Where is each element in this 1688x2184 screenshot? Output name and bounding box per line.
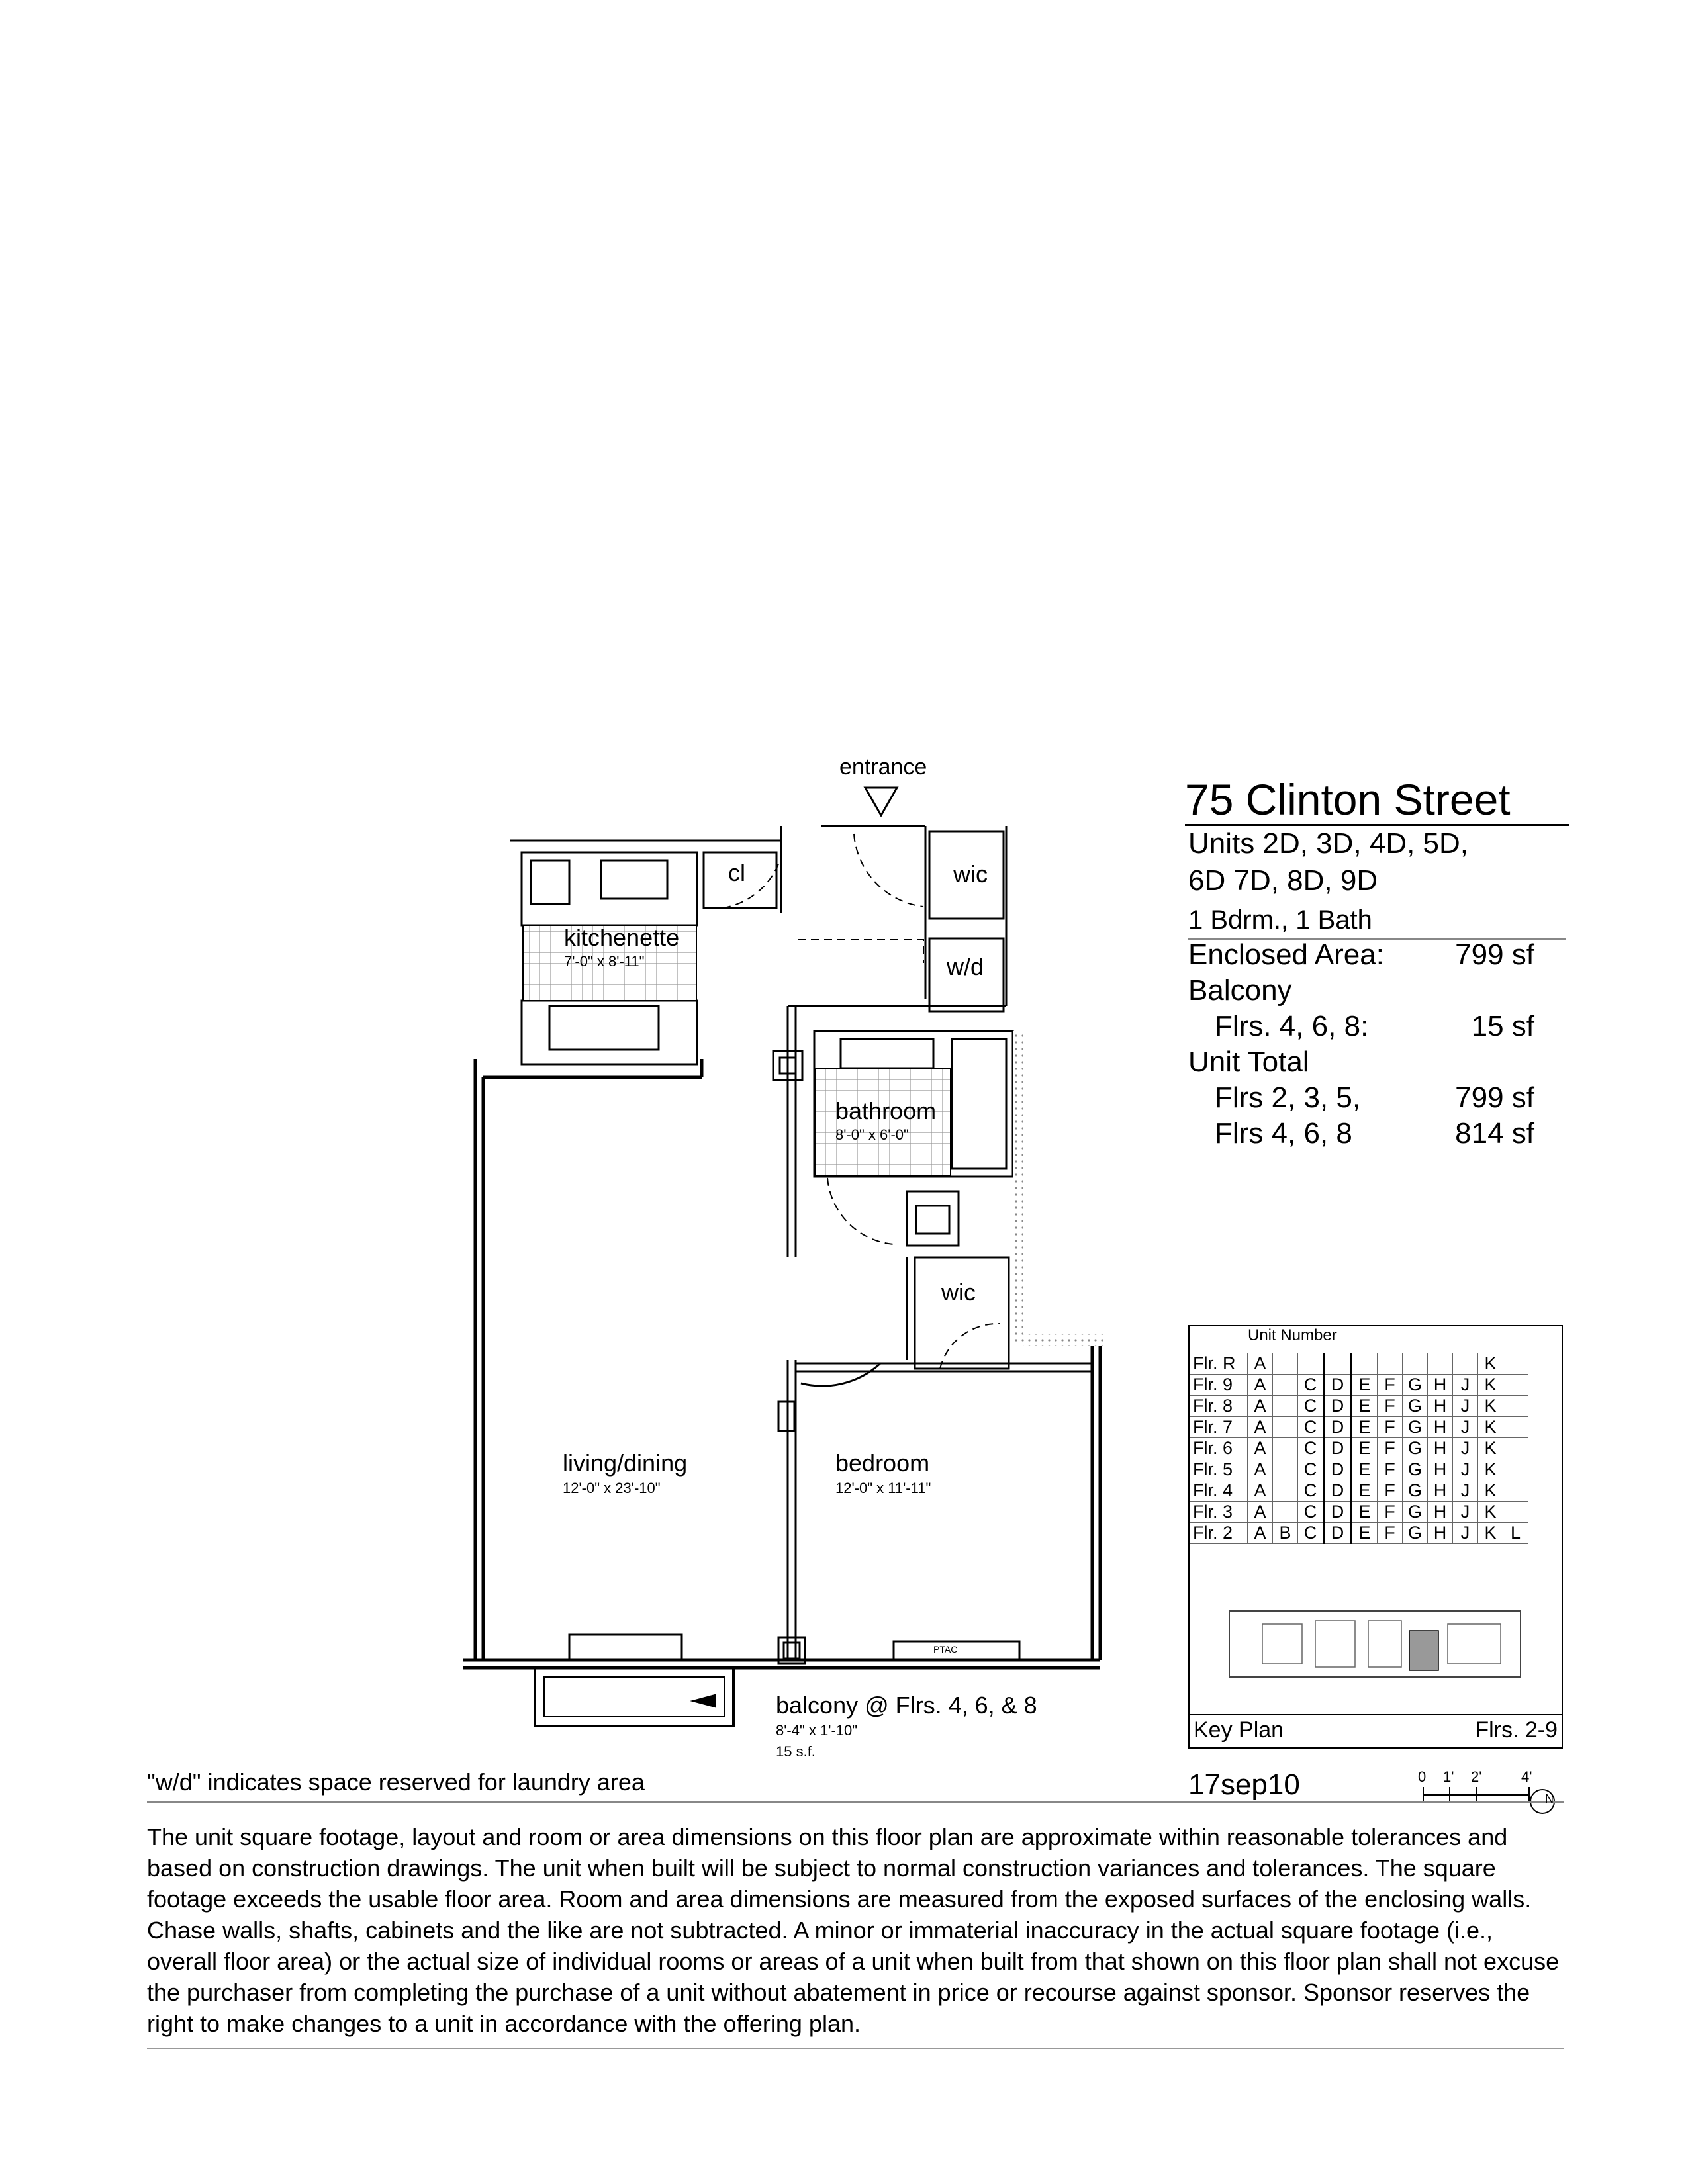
- key-plan-unit-cell: F: [1378, 1438, 1403, 1459]
- bedroom-dim: 12'-0" x 11'-11": [835, 1480, 931, 1496]
- shaft-hatch: [1013, 1031, 1104, 1346]
- key-plan-floor-label: Flr. 5: [1190, 1459, 1248, 1480]
- total-a-floors: Flrs 2, 3, 5,: [1215, 1081, 1361, 1114]
- balcony-sf: 15 s.f.: [776, 1743, 816, 1760]
- key-plan-name: Key Plan: [1194, 1717, 1284, 1743]
- ptac-label: PTAC: [933, 1644, 958, 1655]
- key-plan-unit-cell: K: [1478, 1375, 1503, 1396]
- key-plan-unit-cell: F: [1378, 1502, 1403, 1523]
- scale-bar: [1423, 1787, 1554, 1813]
- key-plan-unit-cell: A: [1248, 1523, 1273, 1544]
- key-plan-unit-highlight: D: [1324, 1375, 1351, 1396]
- key-plan-unit-cell: E: [1351, 1396, 1378, 1417]
- key-plan-unit-cell: G: [1403, 1396, 1428, 1417]
- key-plan: [1188, 1325, 1563, 1749]
- key-plan-unit-cell: [1273, 1396, 1298, 1417]
- key-plan-unit-cell: E: [1351, 1417, 1378, 1438]
- key-plan-unit-cell: H: [1428, 1375, 1453, 1396]
- key-plan-unit-cell: F: [1378, 1375, 1403, 1396]
- key-plan-unit-cell: J: [1453, 1375, 1478, 1396]
- scale-label-2: 2': [1471, 1768, 1482, 1785]
- key-plan-unit-cell: [1428, 1353, 1453, 1375]
- key-plan-unit-cell: H: [1428, 1438, 1453, 1459]
- key-plan-unit-cell: A: [1248, 1396, 1273, 1417]
- key-plan-unit-cell: J: [1453, 1523, 1478, 1544]
- key-plan-unit-cell: H: [1428, 1502, 1453, 1523]
- key-plan-unit-highlight: D: [1324, 1459, 1351, 1480]
- key-plan-unit-cell: K: [1478, 1480, 1503, 1502]
- title-rule: [1185, 824, 1569, 826]
- scale-label-4: 4': [1521, 1768, 1532, 1785]
- key-plan-unit-cell: [1273, 1438, 1298, 1459]
- key-plan-unit-cell: K: [1478, 1353, 1503, 1375]
- key-plan-row: [1190, 1502, 1528, 1523]
- key-plan-floor-label: Flr. R: [1190, 1353, 1248, 1375]
- key-plan-unit-cell: F: [1378, 1480, 1403, 1502]
- balcony-area-label: Balcony: [1188, 974, 1292, 1007]
- key-plan-row: [1190, 1523, 1528, 1544]
- balcony: [535, 1668, 733, 1726]
- key-plan-unit-cell: A: [1248, 1375, 1273, 1396]
- key-plan-unit-cell: G: [1403, 1480, 1428, 1502]
- key-plan-row: [1190, 1353, 1528, 1375]
- key-plan-unit-cell: J: [1453, 1502, 1478, 1523]
- lower-wic-label: wic: [941, 1279, 976, 1306]
- total-a-value: 799 sf: [1455, 1081, 1534, 1114]
- entrance-arrow: [865, 788, 897, 815]
- key-plan-unit-cell: C: [1298, 1375, 1325, 1396]
- key-plan-unit-cell: C: [1298, 1438, 1325, 1459]
- key-plan-row: [1190, 1438, 1528, 1459]
- balcony-dim: 8'-4" x 1'-10": [776, 1722, 858, 1739]
- key-plan-floor-label: Flr. 9: [1190, 1375, 1248, 1396]
- north-arrow-icon: N: [1545, 1792, 1554, 1805]
- bedroom-label: bedroom: [835, 1449, 930, 1477]
- key-plan-unit-cell: C: [1298, 1502, 1325, 1523]
- key-plan-unit-cell: [1351, 1353, 1378, 1375]
- key-plan-floor-label: Flr. 4: [1190, 1480, 1248, 1502]
- key-plan-unit-cell: G: [1403, 1502, 1428, 1523]
- unit-number-grid: [1190, 1353, 1528, 1544]
- enclosed-area-label: Enclosed Area:: [1188, 938, 1384, 971]
- key-plan-unit-cell: E: [1351, 1375, 1378, 1396]
- building-title: 75 Clinton Street: [1185, 775, 1511, 824]
- key-plan-unit-cell: H: [1428, 1417, 1453, 1438]
- key-plan-unit-cell: [1503, 1438, 1528, 1459]
- key-plan-unit-cell: [1503, 1353, 1528, 1375]
- key-plan-unit-cell: E: [1351, 1480, 1378, 1502]
- key-plan-row: [1190, 1396, 1528, 1417]
- key-plan-floor-label: Flr. 2: [1190, 1523, 1248, 1544]
- washer-dryer-label: w/d: [947, 953, 984, 980]
- scale-label-1: 1': [1443, 1768, 1454, 1785]
- key-plan-unit-cell: A: [1248, 1353, 1273, 1375]
- key-plan-unit-cell: L: [1503, 1523, 1528, 1544]
- living-dining-dim: 12'-0" x 23'-10": [563, 1480, 661, 1496]
- key-plan-unit-cell: K: [1478, 1438, 1503, 1459]
- key-plan-unit-cell: K: [1478, 1459, 1503, 1480]
- key-plan-unit-cell: K: [1478, 1396, 1503, 1417]
- key-plan-rule: [1190, 1714, 1562, 1715]
- key-plan-unit-cell: [1503, 1375, 1528, 1396]
- key-plan-unit-cell: [1273, 1417, 1298, 1438]
- living-dining-label: living/dining: [563, 1449, 688, 1477]
- key-plan-unit-cell: [1503, 1502, 1528, 1523]
- key-plan-unit-cell: C: [1298, 1396, 1325, 1417]
- entrance-label: entrance: [839, 754, 927, 780]
- key-plan-unit-cell: [1503, 1480, 1528, 1502]
- key-plan-unit-highlight: D: [1324, 1523, 1351, 1544]
- key-plan-unit-cell: H: [1428, 1480, 1453, 1502]
- total-b-floors: Flrs 4, 6, 8: [1215, 1117, 1352, 1150]
- total-b-value: 814 sf: [1455, 1117, 1534, 1150]
- key-plan-unit-cell: A: [1248, 1459, 1273, 1480]
- kitchenette-label: kitchenette: [564, 924, 680, 951]
- key-plan-unit-cell: A: [1248, 1438, 1273, 1459]
- key-plan-unit-cell: B: [1273, 1523, 1298, 1544]
- unit-type: 1 Bdrm., 1 Bath: [1188, 905, 1372, 934]
- key-plan-floor-label: Flr. 7: [1190, 1417, 1248, 1438]
- key-plan-floor-label: Flr. 6: [1190, 1438, 1248, 1459]
- key-plan-unit-cell: [1378, 1353, 1403, 1375]
- key-plan-unit-cell: G: [1403, 1523, 1428, 1544]
- key-plan-unit-cell: [1273, 1459, 1298, 1480]
- key-plan-unit-cell: G: [1403, 1375, 1428, 1396]
- key-plan-unit-cell: A: [1248, 1417, 1273, 1438]
- plan-date: 17sep10: [1188, 1768, 1300, 1801]
- scale-label-0: 0: [1418, 1768, 1427, 1785]
- key-plan-unit-cell: [1403, 1353, 1428, 1375]
- key-plan-unit-cell: [1273, 1375, 1298, 1396]
- key-plan-floor-label: Flr. 3: [1190, 1502, 1248, 1523]
- bathroom-dim: 8'-0" x 6'-0": [835, 1126, 909, 1143]
- key-plan-unit-highlight: D: [1324, 1438, 1351, 1459]
- bathroom-label: bathroom: [835, 1097, 937, 1124]
- unit-total-label: Unit Total: [1188, 1046, 1309, 1078]
- key-plan-unit-cell: A: [1248, 1502, 1273, 1523]
- key-plan-unit-cell: F: [1378, 1417, 1403, 1438]
- key-plan-unit-cell: K: [1478, 1502, 1503, 1523]
- key-plan-unit-highlight: D: [1324, 1480, 1351, 1502]
- key-plan-unit-cell: E: [1351, 1502, 1378, 1523]
- key-plan-unit-cell: G: [1403, 1438, 1428, 1459]
- closet-label: cl: [728, 859, 745, 886]
- key-plan-building-outline: [1223, 1604, 1527, 1684]
- key-plan-unit-cell: J: [1453, 1480, 1478, 1502]
- balcony-label: balcony @ Flrs. 4, 6, & 8: [776, 1692, 1037, 1719]
- footer-rule: [147, 1801, 1564, 1803]
- key-plan-unit-cell: [1298, 1353, 1325, 1375]
- key-plan-unit-highlight: D: [1324, 1417, 1351, 1438]
- key-plan-unit-cell: [1273, 1353, 1298, 1375]
- key-plan-unit-cell: [1503, 1396, 1528, 1417]
- key-plan-unit-cell: K: [1478, 1523, 1503, 1544]
- key-plan-row: [1190, 1480, 1528, 1502]
- key-plan-unit-cell: C: [1298, 1523, 1325, 1544]
- key-plan-unit-cell: F: [1378, 1523, 1403, 1544]
- key-plan-unit-cell: E: [1351, 1438, 1378, 1459]
- key-plan-unit-cell: [1503, 1417, 1528, 1438]
- key-plan-row: [1190, 1375, 1528, 1396]
- key-plan-unit-cell: C: [1298, 1480, 1325, 1502]
- walk-in-closet-label: wic: [953, 860, 988, 887]
- balcony-floors: Flrs. 4, 6, 8:: [1215, 1010, 1369, 1042]
- kitchenette-dim: 7'-0" x 8'-11": [564, 953, 645, 970]
- key-plan-unit-cell: [1324, 1353, 1351, 1375]
- key-plan-unit-cell: [1453, 1353, 1478, 1375]
- key-plan-unit-cell: H: [1428, 1459, 1453, 1480]
- balcony-area-value: 15 sf: [1471, 1010, 1534, 1042]
- key-plan-header: Unit Number: [1248, 1326, 1337, 1344]
- key-plan-unit-cell: F: [1378, 1459, 1403, 1480]
- disclaimer: The unit square footage, layout and room or area dimensions on this floor plan are approximate within reasonable tolerances and based on construction drawings. The unit when built will be subject to normal construction variances and tolerances. The square footage exceeds the usable floor area. Room and area dimensions are measured from the exposed surfaces of the enclosing walls. Chase walls, shafts, cabinets and the like are not subtracted. A minor or immaterial inaccuracy in the actual square footage (i.e., overall floor area) or the actual size of individual rooms or areas of a unit when built from that shown on this floor plan shall not excuse the purchaser from completing the purchase of a unit without abatement in price or recourse against sponsor. Sponsor reserves the right to make changes to a unit in accordance with the offering plan.: [147, 1823, 1560, 2037]
- key-plan-unit-cell: J: [1453, 1396, 1478, 1417]
- key-plan-unit-cell: K: [1478, 1417, 1503, 1438]
- key-plan-unit-cell: E: [1351, 1459, 1378, 1480]
- key-plan-unit-cell: C: [1298, 1459, 1325, 1480]
- key-plan-unit-cell: G: [1403, 1459, 1428, 1480]
- key-plan-unit-cell: G: [1403, 1417, 1428, 1438]
- key-plan-unit-cell: J: [1453, 1438, 1478, 1459]
- key-plan-unit-cell: F: [1378, 1396, 1403, 1417]
- bottom-rule: [147, 2048, 1564, 2049]
- key-plan-row: [1190, 1417, 1528, 1438]
- units-line-2: 6D 7D, 8D, 9D: [1188, 864, 1378, 897]
- bedroom-door: [801, 1363, 880, 1386]
- laundry-note: "w/d" indicates space reserved for laundry area: [147, 1768, 645, 1796]
- key-plan-unit-cell: J: [1453, 1459, 1478, 1480]
- key-plan-unit-cell: [1503, 1459, 1528, 1480]
- key-plan-row: [1190, 1459, 1528, 1480]
- key-plan-floor-label: Flr. 8: [1190, 1396, 1248, 1417]
- key-plan-unit-highlight: D: [1324, 1502, 1351, 1523]
- key-plan-unit-cell: H: [1428, 1396, 1453, 1417]
- key-plan-unit-cell: [1273, 1480, 1298, 1502]
- key-plan-unit-cell: E: [1351, 1523, 1378, 1544]
- key-plan-unit-cell: C: [1298, 1417, 1325, 1438]
- key-plan-unit-cell: A: [1248, 1480, 1273, 1502]
- units-line-1: Units 2D, 3D, 4D, 5D,: [1188, 827, 1469, 860]
- enclosed-area-value: 799 sf: [1455, 938, 1534, 971]
- key-plan-floors: Flrs. 2-9: [1475, 1717, 1558, 1743]
- key-plan-unit-highlight: D: [1324, 1396, 1351, 1417]
- key-plan-unit-cell: [1273, 1502, 1298, 1523]
- key-plan-unit-cell: H: [1428, 1523, 1453, 1544]
- key-plan-unit-cell: J: [1453, 1417, 1478, 1438]
